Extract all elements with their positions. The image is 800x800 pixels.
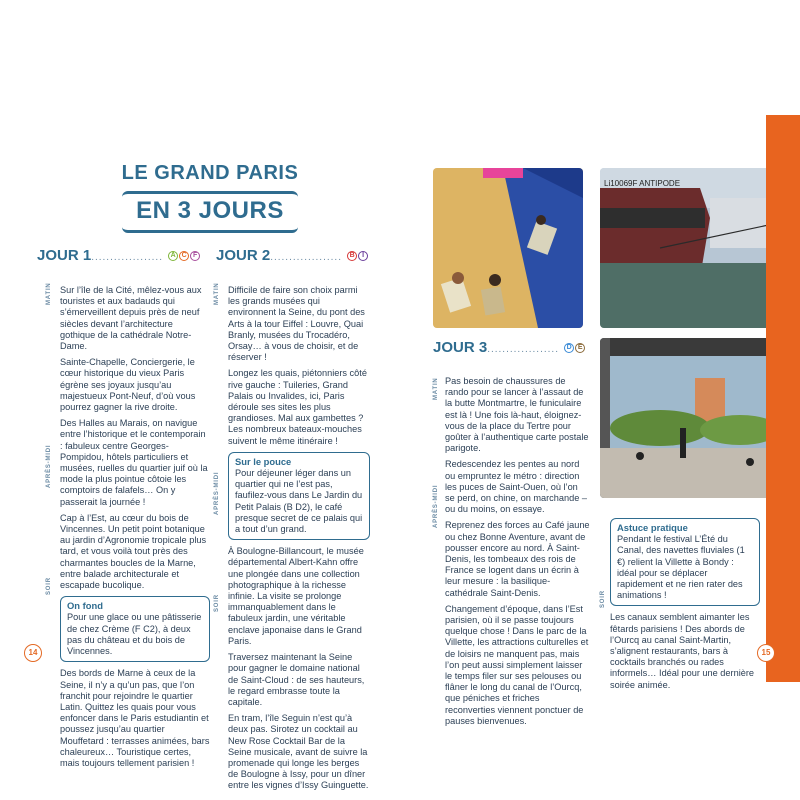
- day2-soir-label: SOIR: [214, 594, 220, 612]
- orange-edge-bar: [766, 115, 800, 682]
- day3-heading: [433, 339, 585, 356]
- day3-soir-label: SOIR: [600, 590, 606, 608]
- map-badge-f: F: [190, 251, 200, 261]
- title-line-1: LE GRAND PARIS: [121, 162, 299, 184]
- day2-para: Traversez maintenant la Seine pour gagner le domaine national de Saint-Cloud : de ses hauteurs, le regard embrasse toute la capitale.: [228, 652, 365, 707]
- tip-text: Pour une glace ou une pâtisserie de chez Crème (F C2), à deux pas du château et du bois de Vincennes.: [67, 612, 202, 657]
- day2-para: Longez les quais, piétonniers côté rive gauche : Tuileries, Grand Palais ou Invalides, ici, Paris déroule ses sites les plus grandioses. Mal aux gambettes ? Les nombreux bateaux-mouches suivent le même itinéraire !: [228, 368, 367, 446]
- day1-column: [60, 285, 210, 774]
- peniche-text: Li10069F ANTIPODE: [604, 179, 681, 188]
- tip-title: Sur le pouce: [235, 455, 292, 467]
- villette-photo-art: [600, 338, 778, 498]
- tip-title: Astuce pratique: [617, 522, 688, 533]
- map-badge-d: D: [564, 343, 574, 353]
- day1-para: Des Halles au Marais, on navigue entre l’historique et le contemporain : fabuleux centre Georges-Pompidou, hôtels particuliers et musées, ruelles du quartier juif où la mode la plus pointue côtoie les comptoirs de falafels… On y passerait la journée !: [60, 418, 208, 507]
- day2-para: Difficile de faire son choix parmi les grands musées qui environnent la Seine, du pont des Arts à la tour Eiffel : Louvre, Quai Branly, musées du Trocadéro, Orsay… à vous de choisir, et de réserver !: [228, 285, 365, 363]
- map-badge-i: I: [358, 251, 368, 261]
- day2-para: En tram, l’île Seguin n’est qu’à deux pas. Sirotez un cocktail au New Rose Cocktail Bar de la Seine musicale, avant de suivre la promenade qui longe les berges de Boulogne à Issy, pour un dîner entre les vignes d’Issy Guinguette.: [228, 713, 369, 791]
- day2-para: À Boulogne-Billancourt, le musée départemental Albert-Kahn offre une plongée dans une collection photographique à la richesse infinie. La visite se prolonge immanquablement dans le fabuleux jardin, une véritable enclave japonaise dans le Grand Paris.: [228, 546, 364, 646]
- guide-title: [110, 162, 310, 233]
- day3-para: Redescendez les pentes au nord ou empruntez le métro : direction les puces de Saint-Ouen, où l’on se perd, on chine, on marchande – ou du moins, on essaye.: [445, 459, 587, 515]
- title-line-2: EN 3 JOURS: [122, 191, 298, 233]
- day3-para: Reprenez des forces au Café jaune ou chez Bonne Aventure, avant de pousser encore au nord. À Saint-Denis, les tombeaux des rois de France se logent dans un écrin à leur mesure : la basilique-cathédrale Saint-Denis.: [445, 520, 590, 598]
- tip-title: On fond: [67, 600, 103, 612]
- day3-tip-box: [610, 518, 760, 606]
- day3-label: JOUR 3: [433, 339, 488, 356]
- day1-dots: ...................: [91, 252, 163, 263]
- beach-photo-art: [433, 168, 583, 328]
- day3-matin-label: MATIN: [433, 377, 439, 400]
- page-number-right: 15: [757, 644, 775, 662]
- day1-label: JOUR 1: [37, 247, 92, 264]
- tip-text: Pour déjeuner léger dans un quartier qui ne l’est pas, faufilez-vous dans Le Jardin du Petit Palais (B D2), le café presque secret de ce palais qui a tout d’un grand.: [235, 468, 363, 535]
- day2-dots: ...................: [270, 252, 342, 263]
- map-badge-c: C: [179, 251, 189, 261]
- photo-villette: [600, 338, 778, 498]
- day1-soir-label: SOIR: [46, 577, 52, 595]
- day1-para: Sainte-Chapelle, Conciergerie, le cœur historique du vieux Paris égrène ses joyaux jusqu’au majestueux Pont-Neuf, d’où vous pourrez gagner la rive droite.: [60, 357, 196, 413]
- map-badge-b: B: [347, 251, 357, 261]
- photo-beach: [433, 168, 583, 328]
- day1-matin-label: MATIN: [46, 282, 52, 305]
- day1-para: Des bords de Marne à ceux de la Seine, il n’y a qu’un pas, que l’on franchit pour rejoindre le quartier Latin. Quittez les quais pour vous enfoncer dans le Paris estudiantin et poussez jusqu’au quartier Mouffetard : terrasses animées, bars chaleureux… Touristique certes, mais toujours tellement parisien !: [60, 668, 210, 768]
- peniche-photo-art: [600, 168, 778, 328]
- day2-apm-label: APRÈS-MIDI: [214, 471, 220, 515]
- day1-tip-box: [60, 596, 210, 662]
- map-badge-a: A: [168, 251, 178, 261]
- day2-heading: [216, 247, 368, 264]
- day2-tip-box: [228, 452, 370, 540]
- day3-column: [445, 376, 590, 732]
- day3-para: Les canaux semblent aimanter les fêtards parisiens ! Des abords de l’Ourcq au canal Saint-Martin, s’alignent restaurants, bars à cocktails branchés ou rades informels… Idéal pour une dernière soirée animée.: [610, 612, 755, 690]
- day3-column-right: [610, 514, 760, 696]
- day2-column: [228, 285, 370, 797]
- day3-para: Pas besoin de chaussures de rando pour se lancer à l’assaut de la butte Montmartre, le funiculaire est là ! Une fois là-haut, éloignez-vous de la place du Tertre pour goûter à l’authentique carte postale parigote.: [445, 376, 589, 454]
- day3-para: Changement d’époque, dans l’Est parisien, où il se passe toujours quelque chose ! Dans le parc de la Villette, les attractions culturelles et de loisirs ne manquent pas, mais l’on peut aussi simplement laisser le temps filer sur ses pelouses ou flâner le long du canal de l’Ourcq, que péniches et friches reconverties viennent ponctuer de pauses bienvenues.: [445, 603, 589, 726]
- day1-apm-label: APRÈS-MIDI: [46, 444, 52, 488]
- day1-heading: [37, 247, 200, 264]
- day2-label: JOUR 2: [216, 247, 271, 264]
- map-badge-e: E: [575, 343, 585, 353]
- photo-peniche: [600, 168, 778, 328]
- page-number-left: 14: [24, 644, 42, 662]
- day3-apm-label: APRÈS-MIDI: [433, 484, 439, 528]
- day1-para: Sur l’île de la Cité, mêlez-vous aux touristes et aux badauds qui s’émerveillent depuis près de neuf siècles devant l’architecture gothique de la cathédrale Notre-Dame.: [60, 285, 202, 352]
- day1-para: Cap à l’Est, au cœur du bois de Vincennes. Un petit point botanique au jardin d’Agronomie tropicale plus tard, et vous voilà tout près des charmantes boucles de la Marne, entre balade architecturale et escapade bucolique.: [60, 512, 207, 591]
- day2-matin-label: MATIN: [214, 282, 220, 305]
- day3-dots: ...................: [487, 344, 559, 355]
- tip-text: Pendant le festival L’Été du Canal, des navettes fluviales (1 €) relient la Villette à Bondy : idéal pour se déplacer rapidement et ne rien rater des animations !: [617, 534, 745, 601]
